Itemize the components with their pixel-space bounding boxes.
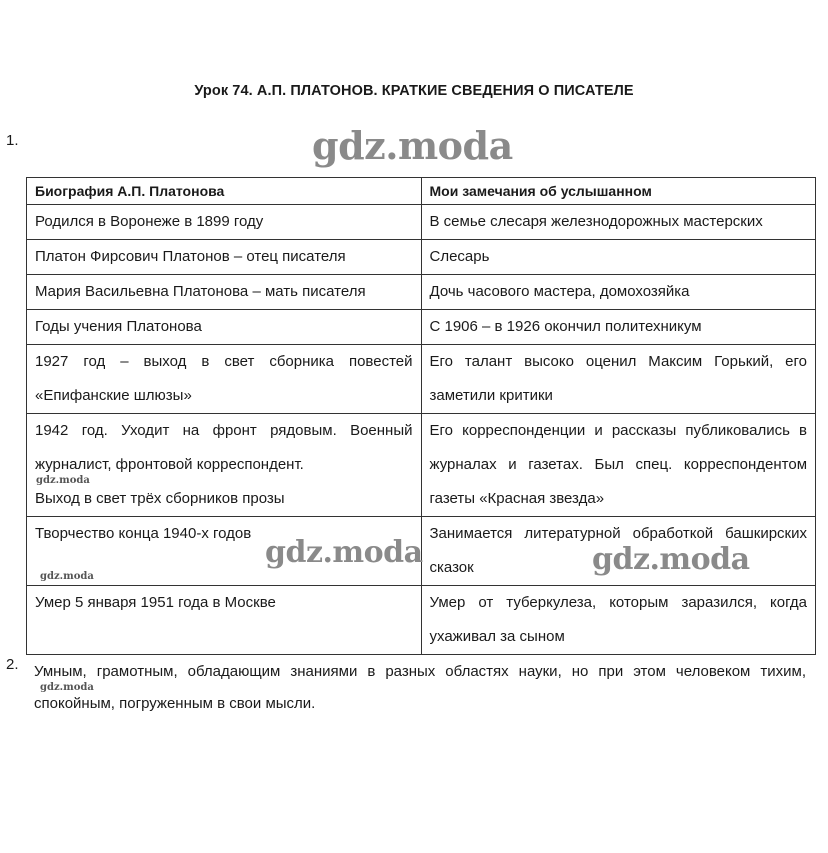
cell-biography-text: 1942 год. Уходит на фронт рядовым. Военный журналист, фронтовой корреспондент. [35, 422, 413, 473]
watermark-logo: gdz.moda [265, 535, 423, 570]
biography-table [26, 177, 816, 655]
table-row [27, 240, 816, 275]
cell-remark: Умер от туберкулеза, которым заразился, когда ухаживал за сыном [421, 586, 816, 655]
table-row [27, 345, 816, 414]
cell-remark: Занимается литературной обработкой башкирских сказок [421, 517, 816, 586]
table-row [27, 205, 816, 240]
cell-biography: Платон Фирсович Платонов – отец писателя [27, 240, 422, 275]
watermark-small: gdz.moda [36, 475, 90, 486]
cell-remark: Его корреспонденции и рассказы публиковались в журналах и газетах. Был спец. корреспондентом газеты «Красная звезда» [421, 414, 816, 517]
watermark-small: gdz.moda [40, 571, 94, 582]
item-number-2: 2. [6, 656, 19, 673]
table-header-row [27, 178, 816, 205]
cell-biography: Умер 5 января 1951 года в Москве [27, 586, 422, 655]
cell-biography [27, 414, 422, 517]
cell-biography: Творчество конца 1940-х годов [27, 517, 422, 586]
table-row [27, 310, 816, 345]
cell-biography-subtext: Выход в свет трёх сборников прозы [35, 490, 285, 507]
cell-remark: В семье слесаря железнодорожных мастерских [421, 205, 816, 240]
cell-biography: Мария Васильевна Платонова – мать писателя [27, 275, 422, 310]
cell-biography: Родился в Воронеже в 1899 году [27, 205, 422, 240]
table-row [27, 275, 816, 310]
cell-remark: Дочь часового мастера, домохозяйка [421, 275, 816, 310]
watermark-small: gdz.moda [40, 682, 94, 693]
cell-remark: Его талант высоко оценил Максим Горький, его заметили критики [421, 345, 816, 414]
cell-biography: Годы учения Платонова [27, 310, 422, 345]
column-header-remarks: Мои замечания об услышанном [421, 178, 816, 205]
cell-biography: 1927 год – выход в свет сборника повестей «Епифанские шлюзы» [27, 345, 422, 414]
cell-remark: Слесарь [421, 240, 816, 275]
watermark-logo: gdz.moda [312, 123, 513, 168]
watermark-logo: gdz.moda [592, 542, 750, 577]
item-number-1: 1. [6, 132, 19, 149]
cell-remark: С 1906 – в 1926 окончил политехникум [421, 310, 816, 345]
answer-text: Умным, грамотным, обладающим знаниями в разных областях науки, но при этом человеком тихим, спокойным, погруженным в свои мысли. [34, 663, 806, 712]
page-title: Урок 74. А.П. ПЛАТОНОВ. КРАТКИЕ СВЕДЕНИЯ О ПИСАТЕЛЕ [194, 83, 634, 99]
column-header-biography: Биография А.П. Платонова [27, 178, 422, 205]
table-row [27, 586, 816, 655]
table-row [27, 414, 816, 517]
